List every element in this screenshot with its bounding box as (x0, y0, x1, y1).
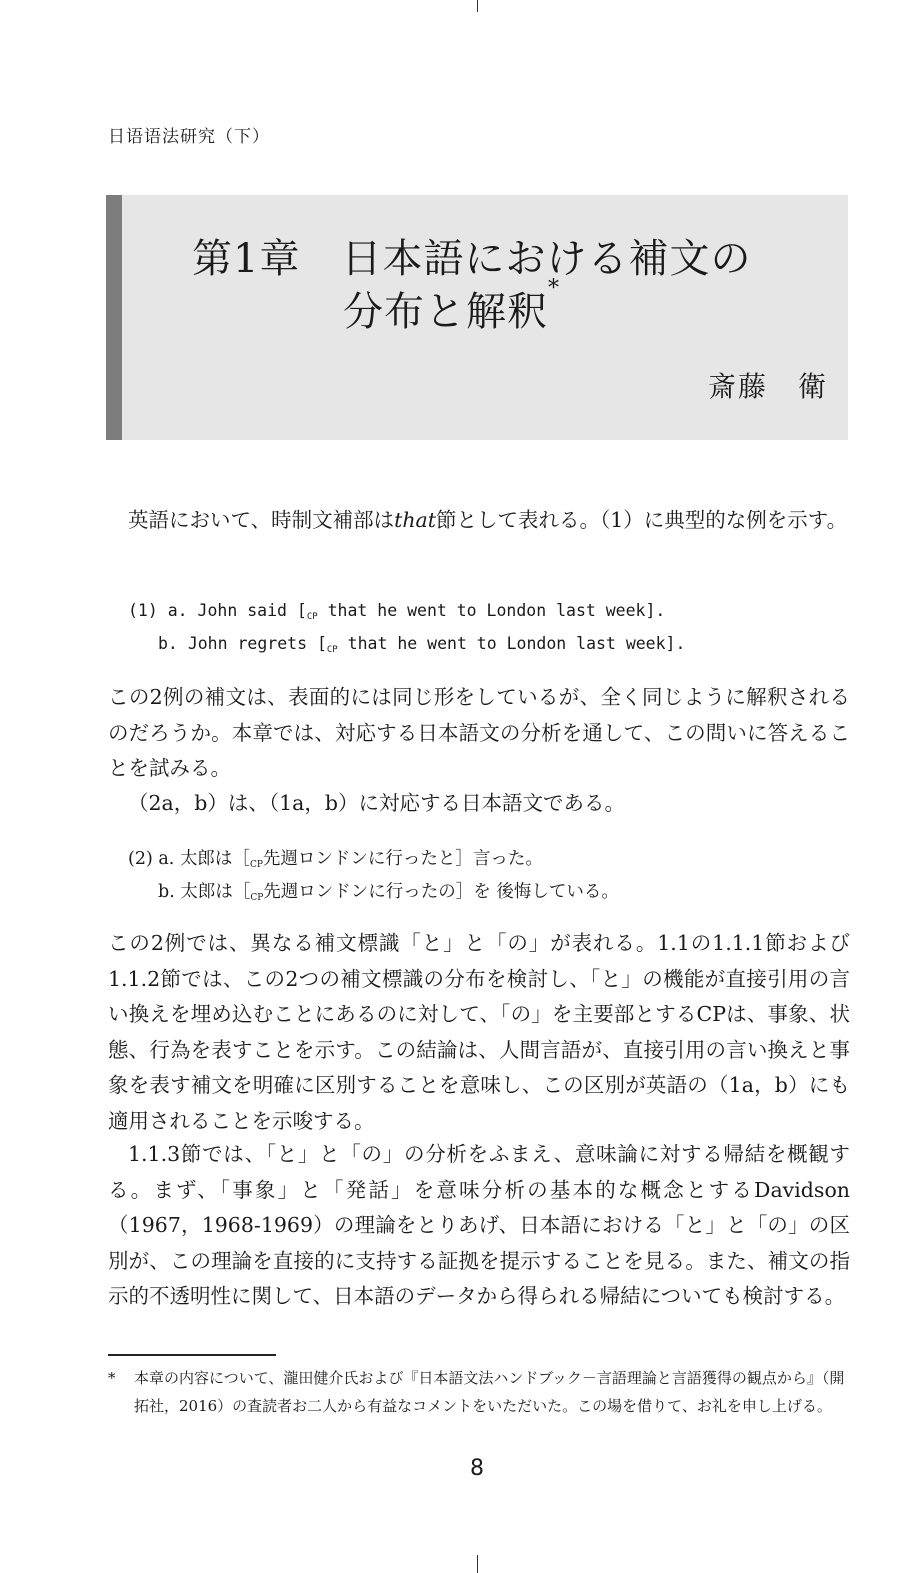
intro-text-after: 節として表れる。（1）に典型的な例を示す。 (436, 508, 848, 532)
example-1b-before: John regrets [ (187, 634, 327, 653)
example-1b-after: that he went to London last week]. (337, 634, 686, 653)
intro-text-before: 英語において、時制文補部は (128, 508, 395, 532)
example-2b-label: b. (158, 882, 175, 902)
intro-text-italic: that (394, 508, 436, 532)
example-2a (128, 845, 543, 870)
chapter-title-line1: 第1章 日本語における補文の (192, 236, 752, 282)
crop-mark-bottom (477, 1555, 478, 1573)
body-paragraph-2: この2例の補文は、表面的には同じ形をしているが、全く同じように解釈されるのだろうか。本章では、対応する日本語文の分析を通して、この問いに答えることを試みる。 (108, 685, 850, 780)
example-1a-cp: CP (306, 612, 318, 622)
body-paragraph-3: （2a，b）は、（1a，b）に対応する日本語文である。 (128, 791, 626, 815)
footnote-mark: * (108, 1369, 116, 1387)
footnote-text: 本章の内容について、瀧田健介氏および『日本語文法ハンドブック－言語理論と言語獲得の観点から』（開拓社，2016）の査読者お二人から有益なコメントをいただいた。この場を借りて、お礼を申し上げる。 (134, 1369, 845, 1415)
body-paragraph-4: この2例では、異なる補文標識「と」と「の」が表れる。1.1の1.1.1節および1.1.2節では、この2つの補文標識の分布を検討し、「と」の機能が直接引用の言い換えを埋め込むことにあるのに対して、「の」を主要部とするCPは、事象、状態、行為を表すことを示す。この結論は、人間言語が、直接引用の言い換えと事象を表す補文を明確に区別することを意味し、この区別が英語の（1a，b）にも適用されることを示唆する。 (108, 931, 850, 1133)
chapter-title-line2-text: 分布と解釈 (343, 289, 548, 335)
example-2a-label: (2) a. (128, 849, 175, 869)
chapter-title-line2 (343, 276, 560, 337)
title-footnote-mark[interactable]: * (548, 276, 560, 301)
example-2b (158, 878, 619, 903)
example-2b-after: 先週ロンドンに行ったの］を 後悔している。 (263, 882, 619, 902)
example-1b (158, 634, 685, 655)
example-2a-cp: CP (249, 860, 263, 870)
example-1b-cp: CP (326, 645, 338, 655)
running-head: 日语语法研究（下） (108, 127, 270, 147)
example-1a-label: (1) a. (128, 601, 188, 620)
footnote-rule (108, 1354, 276, 1356)
chapter-title-box (106, 195, 848, 440)
example-2a-after: 先週ロンドンに行ったと］言った。 (262, 849, 543, 869)
body-paragraph-5: 1.1.3節では、「と」と「の」の分析をふまえ、意味論に対する帰結を概観する。まず、「事象」と「発話」を意味分析の基本的な概念とするDavidson（1967，1968-1969）の理論をとりあげ、日本語における「と」と「の」の区別が、この理論を直接的に支持する証拠を提示することを見る。また、補文の指示的不透明性に関して、日本語のデータから得られる帰結についても検討する。 (108, 1142, 850, 1308)
footnote (108, 1364, 850, 1420)
page-number: 8 (470, 1456, 484, 1481)
intro-paragraph (108, 503, 850, 539)
chapter-author: 斎藤 衛 (707, 370, 828, 403)
example-2a-before: 太郎は［ (179, 849, 250, 869)
example-2b-cp: CP (250, 893, 264, 903)
example-1a (128, 601, 665, 622)
example-2b-before: 太郎は［ (180, 882, 251, 902)
crop-mark-top (477, 0, 478, 12)
example-1b-label: b. (158, 634, 178, 653)
example-1a-before: John said [ (197, 601, 307, 620)
example-1a-after: that he went to London last week]. (317, 601, 666, 620)
